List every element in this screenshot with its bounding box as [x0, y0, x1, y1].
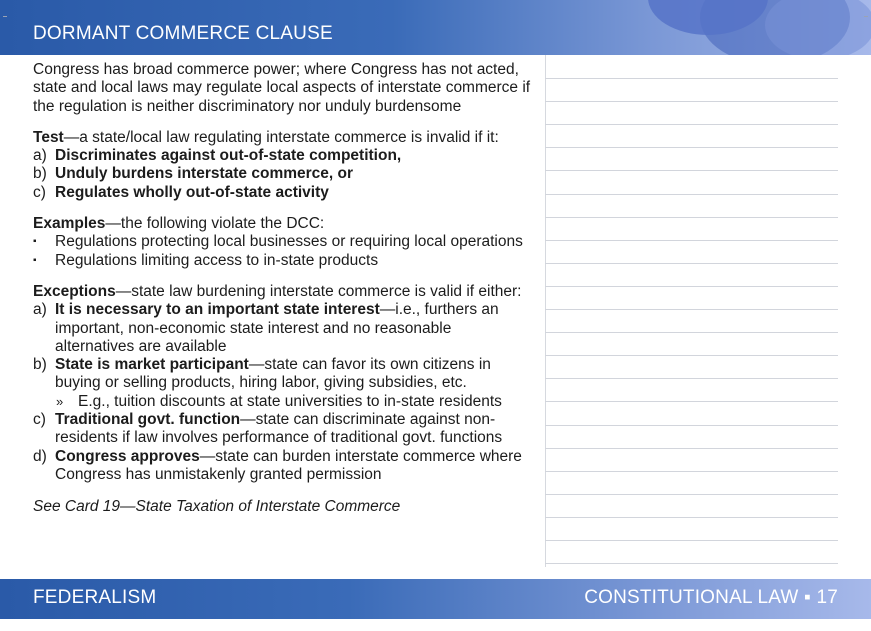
list-marker: a)	[33, 147, 47, 165]
test-heading	[33, 129, 533, 147]
card-header	[0, 0, 871, 55]
list-item-text	[55, 411, 533, 448]
bullet-text: Regulations limiting access to in-state products	[55, 251, 379, 269]
list-item-text: Unduly burdens interstate commerce, or	[55, 165, 354, 183]
intro-paragraph: Congress has broad commerce power; where Congress has not acted, state and local laws may regulate local aspects of interstate commerce if the regulation is neither discriminatory nor unduly burdensome	[33, 61, 531, 115]
list-item-text	[55, 301, 533, 356]
list-marker: b)	[33, 356, 47, 374]
note-line	[545, 425, 838, 426]
bullet-text: Regulations protecting local businesses or requiring local operations	[55, 233, 523, 251]
bullet-icon: ▪	[33, 236, 37, 248]
examples-lead: —the following violate the DCC:	[105, 215, 325, 233]
note-line	[545, 124, 838, 125]
note-line	[545, 194, 838, 195]
footer-subject-page: CONSTITUTIONAL LAW ▪ 17	[584, 587, 838, 608]
list-item-text: Regulates wholly out-of-state activity	[55, 183, 329, 201]
footer-section-name: FEDERALISM	[33, 587, 157, 608]
list-item-bold: State is market participant	[55, 356, 249, 374]
note-line	[545, 448, 838, 449]
test-label: Test	[33, 128, 64, 146]
exceptions-label: Exceptions	[33, 282, 116, 300]
exceptions-heading	[33, 283, 533, 301]
list-item	[33, 184, 533, 202]
list-marker: b)	[33, 165, 47, 183]
note-line	[545, 101, 838, 102]
note-line	[545, 240, 838, 241]
list-item	[33, 448, 533, 485]
list-marker: d)	[33, 447, 47, 465]
crop-mark	[3, 16, 7, 17]
list-item-text	[55, 448, 533, 485]
note-line	[545, 217, 838, 218]
note-line	[545, 332, 838, 333]
note-line	[545, 563, 838, 564]
notes-area	[545, 55, 838, 567]
list-item-detail: —state can discriminate against non-residents if law involves performance of traditional govt. functions	[55, 411, 503, 447]
note-line	[545, 540, 838, 541]
list-item-detail: —i.e., furthers an important, non-economic state interest and no reasonable alternatives are available	[55, 301, 499, 355]
note-line	[545, 494, 838, 495]
list-item-text	[55, 356, 533, 393]
list-item-detail: —state can burden interstate commerce where Congress has unmistakenly granted permission	[55, 447, 522, 483]
list-item-bold: Traditional govt. function	[55, 411, 241, 429]
sub-item	[33, 393, 533, 411]
list-marker: a)	[33, 301, 47, 319]
list-marker: c)	[33, 183, 46, 201]
sub-item-text: E.g., tuition discounts at state universities to in-state residents	[78, 392, 502, 410]
list-item	[33, 165, 533, 183]
note-line	[545, 309, 838, 310]
note-line	[545, 78, 838, 79]
note-line	[545, 263, 838, 264]
examples-label: Examples	[33, 215, 106, 233]
list-marker: c)	[33, 411, 46, 429]
list-item	[33, 356, 533, 393]
note-line	[545, 286, 838, 287]
card-title: DORMANT COMMERCE CLAUSE	[33, 23, 333, 44]
decorative-ellipse	[765, 0, 871, 55]
see-card-reference: See Card 19—State Taxation of Interstate Commerce	[33, 498, 401, 516]
examples-heading	[33, 215, 533, 233]
list-item	[33, 301, 533, 356]
crop-mark	[864, 16, 868, 17]
list-item-detail: —state can favor its own citizens in buying or selling products, hiring labor, giving subsidies, etc.	[55, 356, 491, 392]
list-item-bold: It is necessary to an important state interest	[55, 301, 380, 319]
list-item-bold: Congress approves	[55, 447, 200, 465]
list-item	[33, 411, 533, 448]
exceptions-lead: —state law burdening interstate commerce is valid if either:	[115, 282, 522, 300]
note-line	[545, 401, 838, 402]
note-line	[545, 471, 838, 472]
list-item-text: Discriminates against out-of-state competition,	[55, 147, 402, 165]
card-body	[33, 61, 533, 517]
note-line	[545, 517, 838, 518]
bullet-item	[33, 252, 533, 270]
chevron-icon: »	[56, 393, 64, 409]
note-line	[545, 355, 838, 356]
bullet-icon: ▪	[33, 254, 37, 266]
card-footer	[0, 579, 871, 619]
note-line	[545, 378, 838, 379]
note-line	[545, 170, 838, 171]
test-lead: —a state/local law regulating interstate commerce is invalid if it:	[63, 128, 499, 146]
bullet-item	[33, 233, 533, 251]
note-line	[545, 147, 838, 148]
list-item	[33, 147, 533, 165]
